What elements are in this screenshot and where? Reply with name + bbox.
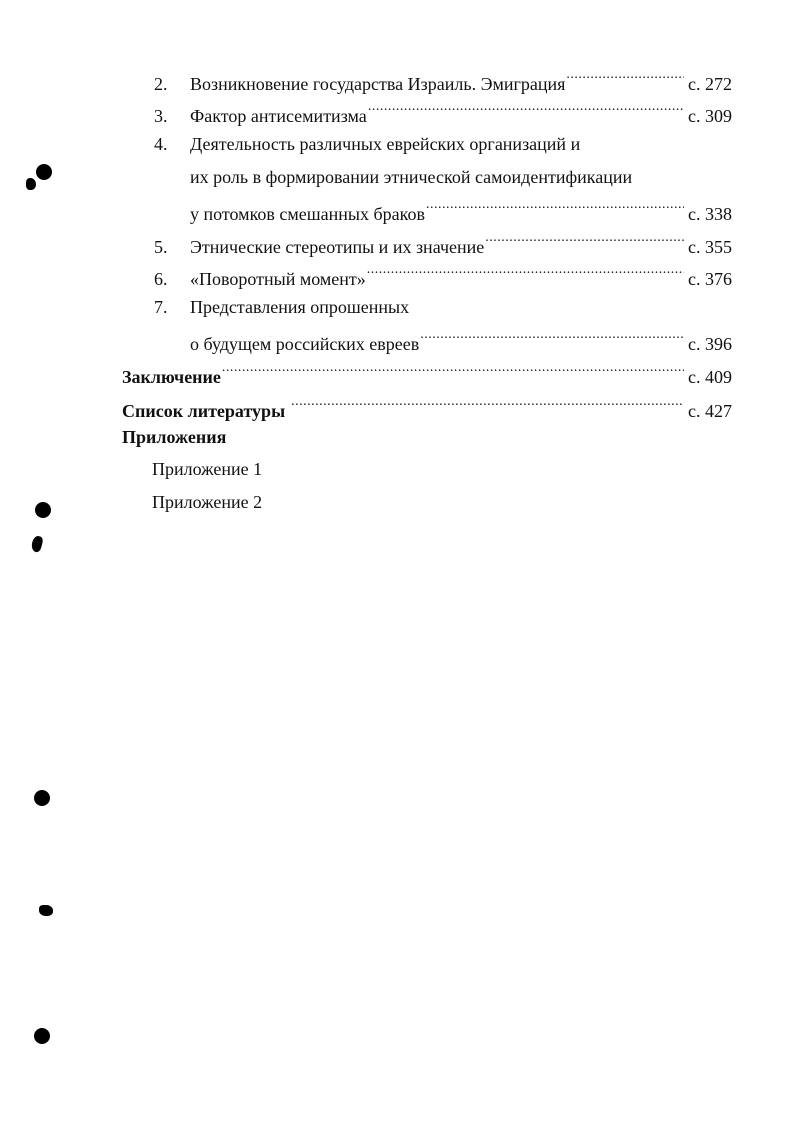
dot-leader [222, 361, 684, 383]
dot-leader [426, 198, 684, 220]
toc-entry-title: Фактор антисемитизма [190, 106, 367, 126]
toc-conclusion-title: Заключение [122, 367, 221, 387]
binder-hole-2 [35, 502, 51, 518]
dot-leader [291, 395, 684, 417]
dot-leader [367, 263, 684, 285]
toc-entry-number: 3. [154, 106, 168, 126]
dot-leader [420, 328, 684, 350]
toc-conclusion [122, 361, 732, 388]
dot-leader [368, 100, 684, 122]
dot-leader [566, 68, 684, 90]
toc-entry [190, 198, 732, 225]
toc-entry-number: 4. [154, 134, 168, 154]
toc-appendix-item: Приложение 2 [152, 492, 263, 512]
toc-entry [154, 231, 732, 258]
toc-entry-page: с. 376 [688, 269, 732, 289]
toc-entry-page: с. 272 [688, 74, 732, 94]
toc-appendix-item: Приложение 1 [152, 459, 263, 479]
toc-entry-title: Возникновение государства Израиль. Эмиграция [190, 74, 566, 94]
toc-entry [154, 100, 732, 127]
binder-hole-1 [36, 164, 52, 180]
toc-entry-line [154, 296, 732, 318]
toc-entry-title: Этнические стереотипы и их значение [190, 237, 485, 257]
scan-smudge-3 [39, 905, 53, 916]
toc-entry-line [154, 133, 732, 155]
toc-bibliography [122, 395, 732, 422]
scan-smudge-2 [30, 535, 44, 553]
toc-entry-number: 7. [154, 297, 168, 317]
toc-entry-title-line: Деятельность различных еврейских организаций и [190, 134, 581, 154]
scan-smudge-1 [26, 178, 36, 190]
toc-entry-title-line: их роль в формировании этнической самоидентификации [190, 167, 633, 187]
toc-appendices-heading: Приложения [122, 427, 227, 447]
toc-entry-page: с. 338 [688, 204, 732, 224]
toc-bibliography-page: с. 427 [688, 401, 732, 421]
toc-entry-page: с. 396 [688, 334, 732, 354]
toc-entry [154, 263, 732, 290]
toc-bibliography-title: Список литературы [122, 401, 286, 421]
toc-entry-number: 6. [154, 269, 168, 289]
dot-leader [485, 231, 684, 253]
toc-entry-number: 2. [154, 74, 168, 94]
toc-entry-title: «Поворотный момент» [190, 269, 366, 289]
toc-entry-number: 5. [154, 237, 168, 257]
toc-entry-title-line: Представления опрошенных [190, 297, 410, 317]
binder-hole-4 [34, 1028, 50, 1044]
toc-entry [190, 328, 732, 355]
toc-entry-title: у потомков смешанных браков [190, 204, 425, 224]
toc-conclusion-page: с. 409 [688, 367, 732, 387]
toc-entry [154, 68, 732, 95]
toc-entry-page: с. 355 [688, 237, 732, 257]
binder-hole-3 [34, 790, 50, 806]
toc-entry-page: с. 309 [688, 106, 732, 126]
toc-entry-title: о будущем российских евреев [190, 334, 420, 354]
